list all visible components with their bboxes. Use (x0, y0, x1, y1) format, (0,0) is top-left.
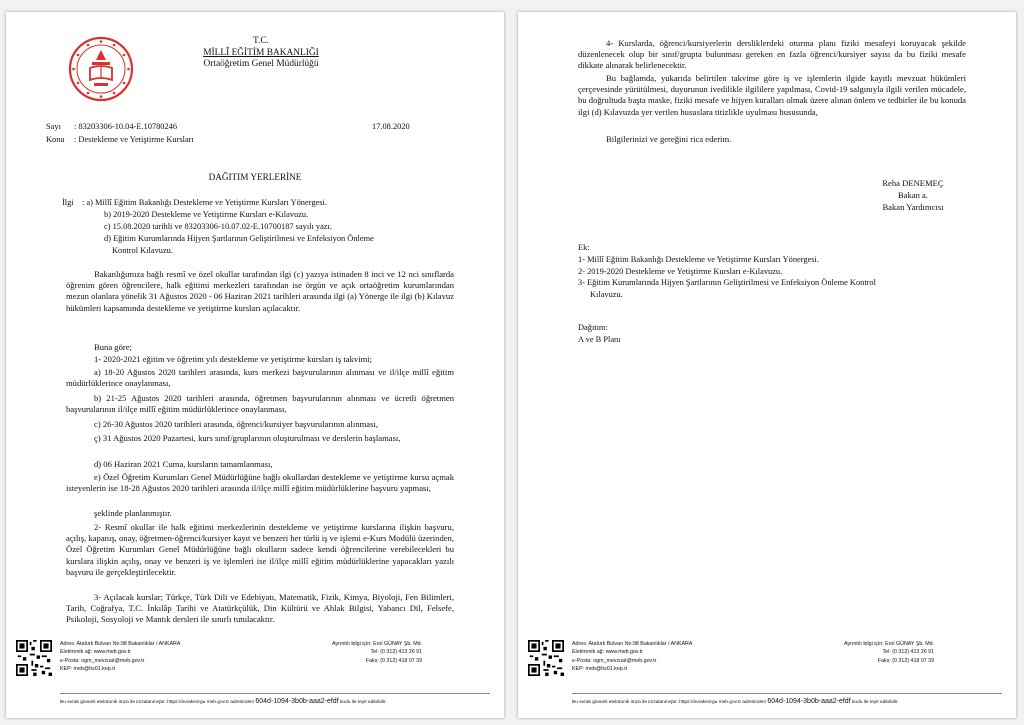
footer-web: Elektronik ağ: www.meb.gov.tr (60, 649, 131, 656)
item-4: 4- Kurslarda, öğrenci/kursiyerlerin dersliklerdeki oturma planı fiziki mesafeyi koruyacak şekilde düzenlenecek olup bir sınıf/grupta bulunması gereken en fazla öğrenci/kursiyer sayısı da bu fiziki mesafe dikkate alınarak belirlenecektir. (578, 38, 966, 71)
page-footer (6, 638, 504, 718)
sayi-label: Sayı (46, 122, 61, 131)
footer-verification (572, 698, 1002, 705)
dagitim-label: Dağıtım: (578, 323, 608, 332)
item-1b: b) 21-25 Ağustos 2020 tarihleri arasında, öğretmen başvurularının alınması ve ücretli öğretmen başvurularının il/ilçe millî eğitim müdürlüklerince onaylanması, (66, 393, 454, 415)
qr-code (16, 640, 52, 676)
letter-date: 17.08.2020 (372, 122, 410, 131)
footer-fax: Faks: (0 312) 418 07 39 (877, 657, 935, 664)
distribution-title: DAĞITIM YERLERİNE (208, 172, 302, 182)
footer-contact-person: Ayrıntılı bilgi için: Erol GÜNAY Şb. Md. (332, 641, 423, 647)
verify-text: Bu evrak güvenli elektronik imza ile imzalanmıştır. https://evraksorgu.meb.gov.tr adresinden (60, 700, 255, 705)
footer-web: Elektronik ağ: www.meb.gov.tr (572, 649, 643, 656)
footer-contact-left (572, 640, 692, 674)
verify-suffix: kodu ile teyit edilebilir. (852, 700, 899, 705)
ilgi-label: İlgi (62, 198, 74, 207)
signature-block (858, 178, 968, 213)
verify-text: Bu evrak güvenli elektronik imza ile imzalanmıştır. https://evraksorgu.meb.gov.tr adresinden (572, 700, 767, 705)
qr-code (528, 640, 564, 676)
footer-divider (60, 693, 490, 694)
sayi-value: : 83203306-10.04-E.10780246 (74, 122, 178, 131)
ek-label: Ek: (578, 243, 590, 252)
dagitim-value: A ve B Planı (578, 334, 621, 344)
item-1e: e) Özel Öğretim Kurumları Genel Müdürlüğüne bağlı okullardan destekleme ve yetiştirme kursu açmak isteyenlerin ise 18-28 Ağustos 2020 tarihleri arasında il/ilçe millî eğitim müdürlüklerine başvuru yapması, (66, 472, 454, 494)
item-1: 1- 2020-2021 eğitim ve öğretim yılı destekleme ve yetiştirme kursları iş takvimi; (94, 354, 373, 364)
intro-paragraph: Bakanlığımıza bağlı resmî ve özel okullar tarafından ilgi (c) yazıya istinaden 8 inci ve 12 nci sınıflarda öğrenim gören öğrencilere, halk eğitimi merkezleri tarafından ise örgün ve açık ortaöğretim kurumlarından mezun olanlara yönelik 31 Ağustos 2020 - 06 Haziran 2021 tarihleri arasında ilgi (a) Yönerge ile ilgi (b) Kılavuz hükümleri kapsamında destekleme ve yetiştirme kursları açılacaktır. (66, 269, 454, 313)
buna-gore: Buna göre; (94, 342, 132, 352)
verify-code: 604d-1094-3b0b-aaa2-efdf (255, 698, 339, 705)
item-1a: a) 18-20 Ağustos 2020 tarihleri arasında, kurs merkezi başvurularının alınması ve il/ilçe millî eğitim müdürlüklerince onaylanması, (66, 367, 454, 389)
meb-logo (68, 36, 134, 102)
footer-email: e-Posta: ogm_mevzuat@meb.gov.tr (572, 657, 657, 664)
verify-code: 604d-1094-3b0b-aaa2-efdf (767, 698, 851, 705)
footer-address: Adres: Atatürk Bulvarı No:98 Bakanlıklar / ANKARA (572, 641, 693, 647)
footer-kep: KEP: meb@hs01.kep.tr (60, 666, 116, 673)
item-1c: c) 26-30 Ağustos 2020 tarihleri arasında, öğrenci/kursiyer başvurularının alınması, (94, 419, 379, 429)
signatory-name: Reha DENEMEÇ (882, 178, 944, 188)
ilgi-item: : a) Millî Eğitim Bakanlığı Destekleme ve Yetiştirme Kursları Yönergesi. (82, 198, 327, 207)
footer-fax: Faks: (0 312) 418 07 39 (365, 657, 423, 664)
signatory-title-2: Bakan Yardımcısı (882, 201, 944, 212)
ek-item: Kılavuzu. (590, 290, 623, 300)
footer-contact-right (332, 640, 422, 665)
ek-item: 1- Millî Eğitim Bakanlığı Destekleme ve Yetiştirme Kursları Yönergesi. (578, 254, 819, 264)
verify-suffix: kodu ile teyit edilebilir. (340, 700, 387, 705)
konu-label: Konu (46, 135, 65, 144)
konu-value: : Destekleme ve Yetiştirme Kursları (74, 135, 194, 144)
closing-request: Bilgilerinizi ve gereğini rica ederim. (606, 134, 732, 144)
letter-header (196, 36, 326, 71)
item-3: 3- Açılacak kurslar; Türkçe, Türk Dili ve Edebiyatı, Matematik, Fizik, Kimya, Biyoloji, Fen Bilimleri, Tarih, Coğrafya, T.C. İnkılâp Tarihi ve Atatürkçülük, Din Kültürü ve Ahlak Bilgisi, Yabancı Dil, Felsefe, Psikoloji, Sosyoloji ve Mantık dersleri ile sınırlı tutulacaktır. (66, 592, 454, 625)
footer-email: e-Posta: ogm_mevzuat@meb.gov.tr (60, 657, 145, 664)
footer-contact-left (60, 640, 180, 674)
ek-item: 3- Eğitim Kurumlarında Hijyen Şartlarının Geliştirilmesi ve Enfeksiyon Önleme Kontrol (578, 278, 876, 288)
signatory-title-1: Bakan a. (897, 189, 929, 200)
footer-tel: Tel: (0 312) 413 26 91 (882, 649, 935, 656)
footer-contact-right (844, 640, 934, 665)
distribution-list (578, 322, 978, 346)
item-1cc: ç) 31 Ağustos 2020 Pazartesi, kurs sınıf/gruplarının oluşturulması ve derslerin başlaması, (94, 433, 401, 443)
ilgi-item: d) Eğitim Kurumlarında Hijyen Şartlarının Geliştirilmesi ve Enfeksiyon Önleme (104, 234, 374, 243)
ilgi-item: c) 15.08.2020 tarihli ve 83203306-10.07.02-E.10700187 sayılı yazı. (104, 222, 332, 231)
document-page-1 (6, 12, 504, 718)
footer-divider (572, 693, 1002, 694)
footer-contact-person: Ayrıntılı bilgi için: Erol GÜNAY Şb. Md. (844, 641, 935, 647)
closing-paragraph: Bu bağlamda, yukarıda belirtilen takvime göre iş ve işlemlerin ilgide kayıtlı mevzuat hükümleri çerçevesinde yürütülmesi, duyurunun ivedilikle ilgililere yapılması, Covid-19 salgınıyla ilgili verilen mücadele, bu doğrultuda başta maske, fiziki mesafe ve hijyen kuralları olmak üzere alınan önlem ve tedbirler ile bu konuda ilgi (d) Kılavuzda yer verilen hususlara titizlikle uyulması hususunda, (578, 73, 966, 117)
page-footer (518, 638, 1016, 718)
header-directorate: Ortaöğretim Genel Müdürlüğü (203, 59, 319, 69)
footer-kep: KEP: meb@hs01.kep.tr (572, 666, 628, 673)
item-1d: d) 06 Haziran 2021 Cuma, kursların tamamlanması, (94, 459, 273, 469)
footer-tel: Tel: (0 312) 413 26 91 (370, 649, 423, 656)
header-tc: T.C. (253, 36, 269, 46)
footer-verification (60, 698, 490, 705)
header-ministry: MİLLÎ EĞİTİM BAKANLIĞI (203, 47, 319, 58)
attachments (578, 242, 978, 301)
document-page-2 (518, 12, 1016, 718)
ilgi-item: Kontrol Kılavuzu. (112, 246, 173, 255)
ek-item: 2- 2019-2020 Destekleme ve Yetiştirme Kursları e-Kılavuzu. (578, 266, 783, 276)
item-2: 2- Resmî okullar ile halk eğitimi merkezlerinin destekleme ve yetiştirme kurslarına ilişkin başvuru, açılış, kapanış, onay, öğretmen-öğrenci/kursiyer kayıt ve benzeri her türlü iş ve işlemi e-Kurs Modülü üzerinden, Özel Öğretim Kurumları Genel Müdürlüğüne bağlı okulların sadece kendi öğrencilerine verebilecekleri bu kurslara ilişkin açılış, onay ve benzeri iş ve işlemleri ise il/ilçe millî eğitim müdürlüklerine yapacakları yazılı başvuru ile gerçekleştirilecektir. (66, 522, 454, 577)
ilgi-item: b) 2019-2020 Destekleme ve Yetiştirme Kursları e-Kılavuzu. (104, 210, 309, 219)
item-1-end: şeklinde planlanmıştır. (94, 508, 172, 518)
footer-address: Adres: Atatürk Bulvarı No:98 Bakanlıklar / ANKARA (60, 641, 181, 647)
